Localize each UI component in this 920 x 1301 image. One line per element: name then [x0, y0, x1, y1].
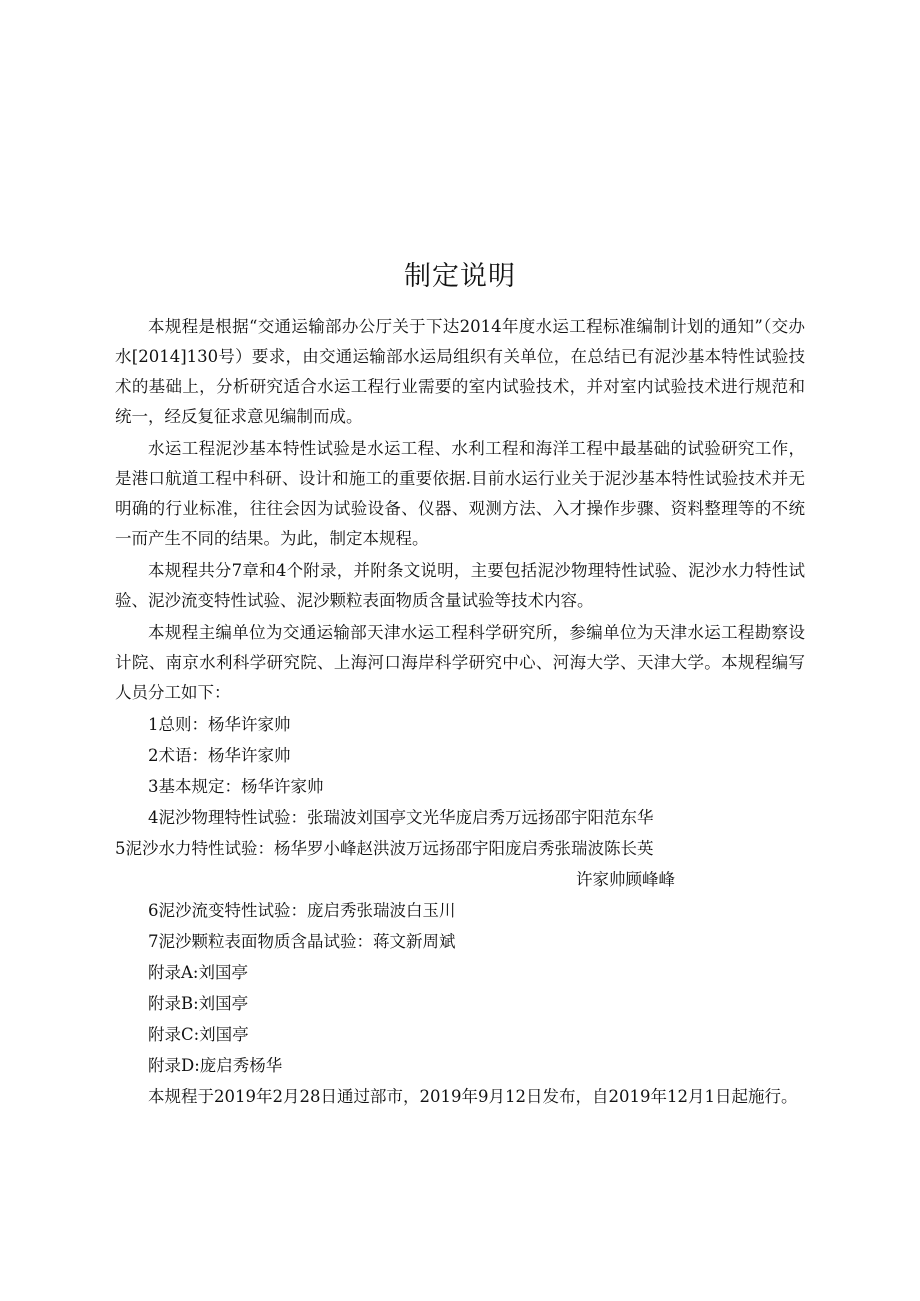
assignment-appendix-c: 附录C:刘国亭 [148, 1025, 249, 1044]
assignment-chapter-5: 5泥沙水力特性试验：杨华罗小峰赵洪波万远扬邵宇阳庞启秀张瑞波陈长英 [115, 839, 654, 858]
assignment-chapter-5-continued: 许家帅顾峰峰 [576, 870, 675, 889]
assignment-chapter-4: 4泥沙物理特性试验：张瑞波刘国亭文光华庞启秀万远扬邵宇阳范东华 [148, 808, 654, 827]
assignment-chapter-1: 1总则：杨华许家帅 [148, 715, 291, 734]
paragraph-importance: 水运工程泥沙基本特性试验是水运工程、水利工程和海洋工程中最基础的试验研究工作，是港口航道工程中科研、设计和施工的重要依据.目前水运行业关于泥沙基本特性试验技术并无明确的行业标准，往往会因为试验设备、仪器、观测方法、入才操作步骤、资料整理等的不统一而产生不同的结果。为此，制定本规程。 [115, 439, 805, 548]
paragraph-scope: 本规程共分7章和4个附录，并附条文说明，主要包括泥沙物理特性试验、泥沙水力特性试验、泥沙流变特性试验、泥沙颗粒表面物质含量试验等技术内容。 [115, 561, 805, 610]
paragraph-units: 本规程主编单位为交通运输部天津水运工程科学研究所，参编单位为天津水运工程勘察设计院、南京水利科学研究院、上海河口海岸科学研究中心、河海大学、天津大学。本规程编写人员分工如下： [115, 623, 805, 702]
document-body [115, 312, 805, 1112]
page-title: 制定说明 [404, 261, 516, 292]
assignment-list [115, 710, 805, 1112]
assignment-chapter-7: 7泥沙颗粒表面物质含晶试验：蒋文新周斌 [148, 932, 456, 951]
assignment-chapter-3: 3基本规定：杨华许家帅 [148, 777, 324, 796]
closing-statement: 本规程于2019年2月28日通过部市，2019年9月12日发布，自2019年12月1日起施行。 [148, 1087, 798, 1106]
assignment-appendix-a: 附录A:刘国亭 [148, 963, 248, 982]
assignment-appendix-d: 附录D:庞启秀杨华 [148, 1056, 283, 1075]
assignment-chapter-6: 6泥沙流变特性试验：庞启秀张瑞波白玉川 [148, 901, 456, 920]
assignment-appendix-b: 附录B:刘国亭 [148, 994, 249, 1013]
assignment-chapter-2: 2术语：杨华许家帅 [148, 746, 291, 765]
paragraph-basis: 本规程是根据“交通运输部办公厅关于下达2014年度水运工程标准编制计划的通知”（交办水[2014]130号）要求，由交通运输部水运局组织有关单位，在总结已有泥沙基本特性试验技术的基础上，分析研究适合水运工程行业需要的室内试验技术，并对室内试验技术进行规范和统一，经反复征求意见编制而成。 [115, 317, 805, 426]
